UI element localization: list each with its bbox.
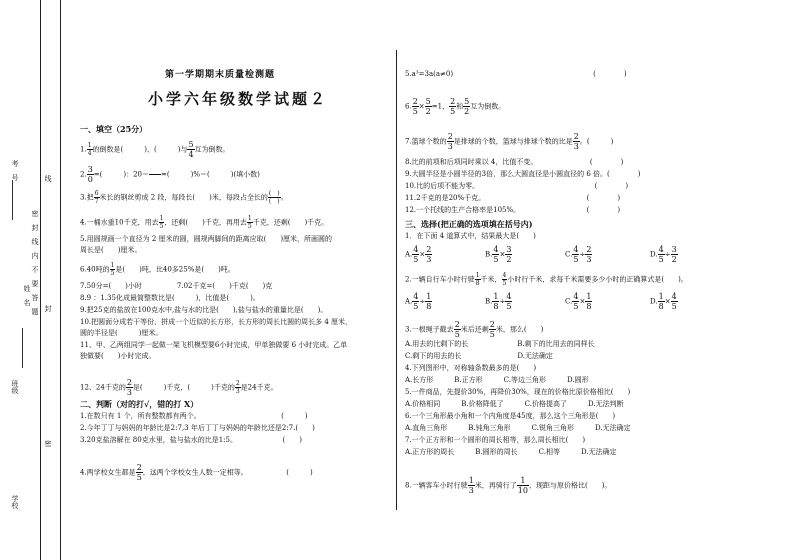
fraction: $\frac{4}{5}$	[573, 292, 579, 311]
choice-8: 8.一辆客车小时行驶 $\frac{1}{3}$ 米，再骑行了 $\frac{1}{10}$ ，现距与原价格比( )。	[405, 476, 612, 495]
choice-6-options: A.直角三角形 B.钝角三角形 C.锐角三角形 D.无法确定	[405, 424, 631, 432]
fraction: $\frac{4}{5}$	[413, 292, 419, 311]
question-9: 9.把25克的盐放在100克水中,盐与水的比是( ),盐与盐水的重量比是( )。	[80, 306, 328, 314]
section-fill-in-heading: 一、填空（25分）	[80, 124, 148, 134]
choice-2-option-d: D. $\frac{1}{8}$ × $\frac{4}{5}$	[650, 292, 677, 311]
judge-2: 2.今年丁丁与妈妈的年龄比是2:7,3 年后丁丁与妈妈的年龄比还是2:7.( )	[80, 424, 315, 432]
fraction: $\frac{6}{7}$	[94, 190, 99, 205]
section-judge-heading: 二、判断（对的打√，错的打 X）	[80, 399, 199, 409]
section-choice-heading: 三、选择(把正确的选项填在括号内)	[405, 219, 533, 229]
fraction: $\frac{1}{8}$	[658, 292, 664, 311]
fraction: $\frac{1}{8}$	[586, 292, 592, 311]
judge-6: 6. $\frac{2}{5}$ × $\frac{5}{2}$ =1， $\frac{2}{5}$ 和 $\frac{5}{2}$ 互为倒数。	[405, 97, 506, 116]
fraction: $\frac{5}{4}$	[188, 140, 194, 159]
binding-line-left	[40, 0, 41, 560]
choice-2: 2.一辆自行车小时行驶 $\frac{1}{8}$ 千米， $\frac{4}{5}$ 小时行千米，求每千米需要多少小时的正确算式是( )。	[405, 272, 688, 287]
fraction: $\frac{2}{3}$	[426, 245, 432, 264]
question-2: 2. $\frac{3}{0}$ =( )：20＝ =( )%＝( )(填小数)	[80, 165, 260, 184]
fraction: $\frac{2}{3}$	[573, 132, 579, 151]
fraction: $\frac{3}{2}$	[671, 245, 677, 264]
fraction: $\frac{4}{5}$	[671, 292, 677, 311]
choice-2-option-b: B. $\frac{1}{8}$ ÷ $\frac{4}{5}$	[485, 292, 512, 311]
fraction: $\frac{1}{8}$	[475, 272, 480, 287]
fraction: $\frac{2}{5}$	[136, 463, 142, 482]
seal-mark-feng: 封	[44, 305, 52, 312]
choice-1: 1．在下面 4 道算式中，结果最大是( )	[405, 232, 536, 240]
question-5-line-2: 周长是( )厘米。	[80, 246, 142, 254]
fraction: $\frac{2}{5}$	[489, 320, 495, 339]
fraction: $\frac{4}{5}$	[506, 292, 512, 311]
question-7: 7.50分=( )小时 7.02千克=( )千克( )克	[80, 282, 273, 290]
question-6: 6.40吨的 $\frac{1}{5}$ 是( )吨，比40多25%是( )吨。	[80, 262, 235, 277]
fraction: $\frac{1}{5}$	[159, 215, 164, 230]
judge-5: 5.a³=3a(a≠0) ( )	[405, 70, 627, 78]
blank-fraction	[149, 168, 161, 181]
judge-1: 1.在数只有 1 个，所有整数都有两个。 ( )	[80, 412, 308, 420]
fraction: $\frac{1}{8}$	[426, 292, 432, 311]
choice-3-options-cd: C.剩下的用去的长 D.无法确定	[405, 352, 553, 360]
judge-9: 9.大圆半径是小圆半径的3倍，那么大圆直径是小圆直径的 6 倍。( )	[405, 170, 641, 178]
judge-7: 7.篮球个数的 $\frac{2}{3}$ 是排球的个数，篮球与排球个数的比是 $\frac{2}{3}$ 。( )	[405, 132, 614, 151]
fraction: $\frac{4}{5}$	[413, 245, 419, 264]
question-5-line-1: 5.用圆规画一个直径为 2 厘米的圆，圆规两脚间的距离应取( )厘米，所画圆的	[80, 235, 333, 243]
exam-number-label: 考 号	[11, 160, 19, 181]
fraction: $\frac{2}{5}$	[412, 97, 418, 116]
fraction: $\frac{2}{3}$	[126, 378, 132, 397]
fraction: $\frac{1}{5}$	[247, 215, 252, 230]
fraction: $\frac{2}{5}$	[450, 97, 456, 116]
judge-12: 12.一个托线的生产合格率是105%。 ( )	[405, 206, 621, 214]
fraction: $\frac{1}{5}$	[110, 262, 115, 277]
choice-1-option-a: A. $\frac{4}{5}$ × $\frac{2}{3}$	[405, 245, 432, 264]
fraction: $\frac{2}{5}$	[454, 320, 460, 339]
seal-line-mark: 线	[44, 175, 52, 182]
choice-4-options: A.长方形 B.正方形 C.等边三角形 D.圆形	[405, 376, 589, 384]
fraction: $\frac{1}{8}$	[493, 292, 499, 311]
judge-8: 8.比的前项和后项同时乘以 4，比值不变。 ( )	[405, 158, 624, 166]
exam-title: 第一学期期末质量检测题	[165, 70, 276, 80]
school-label: 学校	[11, 495, 19, 509]
question-11-line-1: 11、甲、乙两组同学一起做一架飞机模型要6小时完成，甲单独做要 6 小时完成。乙单	[80, 341, 348, 349]
judge-4: 4.两学校女生都是 $\frac{2}{5}$ ，这两个学校女生人数一定相等。 ( )	[80, 463, 313, 482]
fraction: $\frac{4}{5}$	[493, 245, 499, 264]
choice-1-option-b: B. $\frac{4}{5}$ × $\frac{3}{2}$	[485, 245, 512, 264]
choice-2-option-c: C. $\frac{4}{5}$ × $\frac{1}{8}$	[565, 292, 592, 311]
question-3: 3.把 $\frac{6}{7}$ 米长的钢丝剪成 2 段，每段长( )米，每段占全长的 $\frac{( )}{( )}$ 。	[80, 190, 288, 205]
question-4: 4.一桶水重10千克，用去 $\frac{1}{5}$ ，还剩( )千克，再用去 $\frac{1}{5}$ 千克，还剩( )千克。	[80, 215, 329, 230]
binding-line-right	[60, 0, 61, 560]
choice-3-options-ab: A.用去的比剩下的长 B.剩下的比用去的同样长	[405, 340, 595, 348]
fraction: $\frac{1}{4}$	[87, 142, 92, 157]
fraction: $\frac{3}{0}$	[87, 165, 93, 184]
fraction: $\frac{2}{3}$	[586, 245, 592, 264]
choice-3: 3.一根绳子截去 $\frac{2}{5}$ 米后还剩 $\frac{2}{5}$ 米，那么( )	[405, 320, 544, 339]
question-10-line-1: 10.把圆面分成若干等份，拼成一个近似的长方形，长方形的周长比圆的周长多 4 厘米，	[80, 318, 353, 326]
fraction: $\frac{3}{2}$	[506, 245, 512, 264]
question-11-line-2: 独做要( )小时完成。	[80, 352, 156, 360]
question-12: 12、24千克的 $\frac{2}{3}$ 是( )千克，( )千克的 $\frac{2}{3}$ 是24千克。	[80, 378, 278, 397]
seal-mark-mi: 密	[44, 440, 52, 447]
fraction: $\frac{1}{3}$	[468, 476, 474, 495]
fraction: $\frac{2}{3}$	[235, 380, 240, 395]
name-underline	[22, 328, 23, 368]
fraction: $\frac{1}{10}$	[517, 476, 528, 495]
choice-1-option-c: C. $\frac{4}{5}$ ÷ $\frac{2}{3}$	[565, 245, 592, 264]
judge-11: 11.2千克的是20%千克。 ( )	[405, 194, 621, 202]
main-title: 小学六年级数学试题２	[148, 90, 329, 108]
question-8: 8.9 ：1.35化成最简整数比是( )，比值是( )。	[80, 294, 260, 302]
choice-1-option-d: D. $\frac{4}{5}$ ÷ $\frac{3}{2}$	[650, 245, 677, 264]
judge-3: 3.20克盐溶解在 80克水里，盐与盐水的比是1:5。 ( )	[80, 436, 302, 444]
answer-fraction: $\frac{( )}{( )}$	[268, 190, 280, 205]
choice-5-options: A.价格相同 B.价格降低了 C.价格提高了 D.无法判断	[405, 400, 624, 408]
question-1: 1. $\frac{1}{4}$ 的倒数是( )，( )与 $\frac{5}{4}$ 互为倒数。	[80, 140, 230, 159]
page-divider	[396, 50, 397, 510]
choice-7-options: A.正方形的周长 B.圆形的周长 C.相等 D.无法确定	[405, 448, 617, 456]
judge-10: 10.比的后项不能为零。 ( )	[405, 182, 629, 190]
fraction: $\frac{5}{2}$	[425, 97, 431, 116]
fraction: $\frac{4}{5}$	[658, 245, 664, 264]
fraction: $\frac{4}{5}$	[502, 272, 507, 287]
fraction: $\frac{4}{5}$	[573, 245, 579, 264]
question-10-line-2: 圆的半径是( )厘米。	[80, 329, 163, 337]
exam-number-underline	[12, 180, 13, 220]
class-label: 班级	[11, 380, 19, 394]
fraction: $\frac{2}{3}$	[447, 132, 453, 151]
seal-notice: 密 封 线 内 不 要 答 题	[31, 210, 39, 315]
choice-2-option-a: A. $\frac{4}{5}$ ÷ $\frac{1}{8}$	[405, 292, 432, 311]
fraction: $\frac{5}{2}$	[464, 97, 470, 116]
choice-7: 7.一个正方形和一个圆形的周长相等，那么周长相比( )	[405, 436, 586, 444]
name-label: 姓 名	[23, 285, 31, 306]
choice-4: 4.下列图形中，对称轴条数最多的是( )	[405, 364, 537, 372]
choice-6: 6.一个三角形最小角和一个内角度是45度，那么这个三角形是( )	[405, 412, 616, 420]
choice-5: 5.一件商品，先提价30%，再降价30%，现在的价格比原价格相比( )	[405, 388, 631, 396]
